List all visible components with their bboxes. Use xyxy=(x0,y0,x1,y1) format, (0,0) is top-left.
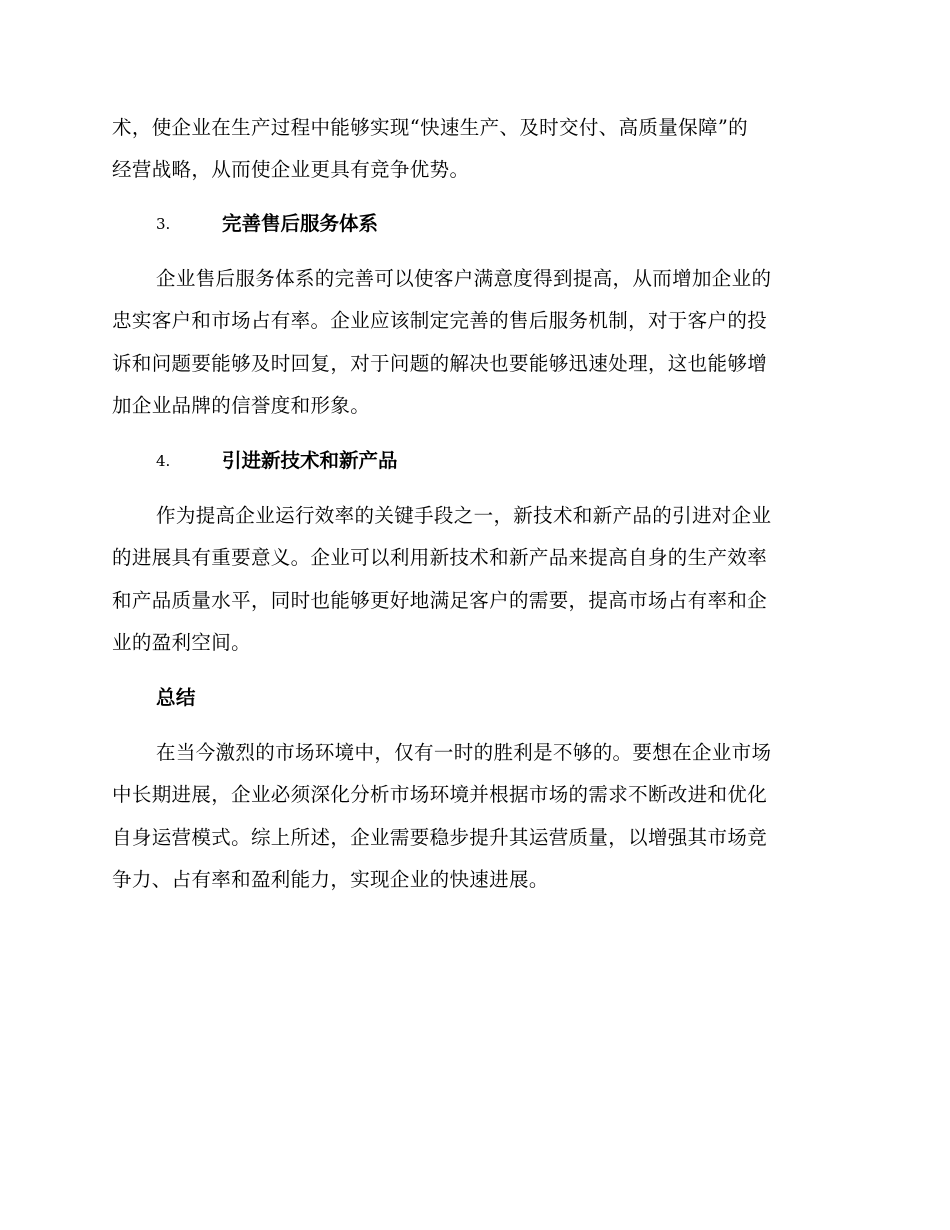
paragraph-line: 作为提高企业运行效率的关键手段之一，新技术和新产品的引进对企业 xyxy=(156,504,772,527)
paragraph-line: 诉和问题要能够及时回复，对于问题的解决也要能够迅速处理，这也能够增 xyxy=(112,352,768,375)
section-number: 4. xyxy=(156,452,171,470)
paragraph-line: 业的盈利空间。 xyxy=(112,631,251,654)
paragraph-line: 自身运营模式。综上所述，企业需要稳步提升其运营质量，以增强其市场竞 xyxy=(112,826,768,849)
section-number: 3. xyxy=(156,215,171,233)
paragraph-line: 加企业品牌的信誉度和形象。 xyxy=(112,394,371,417)
paragraph-line: 的进展具有重要意义。企业可以利用新技术和新产品来提高自身的生产效率 xyxy=(112,546,768,569)
summary-heading: 总结 xyxy=(156,686,196,709)
section-heading: 完善售后服务体系 xyxy=(222,212,379,235)
paragraph-line: 企业售后服务体系的完善可以使客户满意度得到提高，从而增加企业的 xyxy=(156,267,772,290)
paragraph-line: 争力、占有率和盈利能力，实现企业的快速进展。 xyxy=(112,868,549,891)
section-heading: 引进新技术和新产品 xyxy=(222,449,398,472)
paragraph-line: 在当今激烈的市场环境中，仅有一时的胜利是不够的。要想在企业市场 xyxy=(156,741,772,764)
paragraph-line: 术，使企业在生产过程中能够实现“快速生产、及时交付、高质量保障”的 xyxy=(112,116,748,139)
paragraph-line: 忠实客户和市场占有率。企业应该制定完善的售后服务机制，对于客户的投 xyxy=(112,309,768,332)
paragraph-line: 和产品质量水平，同时也能够更好地满足客户的需要，提高市场占有率和企 xyxy=(112,589,768,612)
paragraph-line: 中长期进展，企业必须深化分析市场环境并根据市场的需求不断改进和优化 xyxy=(112,783,768,806)
paragraph-line: 经营战略，从而使企业更具有竞争优势。 xyxy=(112,158,470,181)
